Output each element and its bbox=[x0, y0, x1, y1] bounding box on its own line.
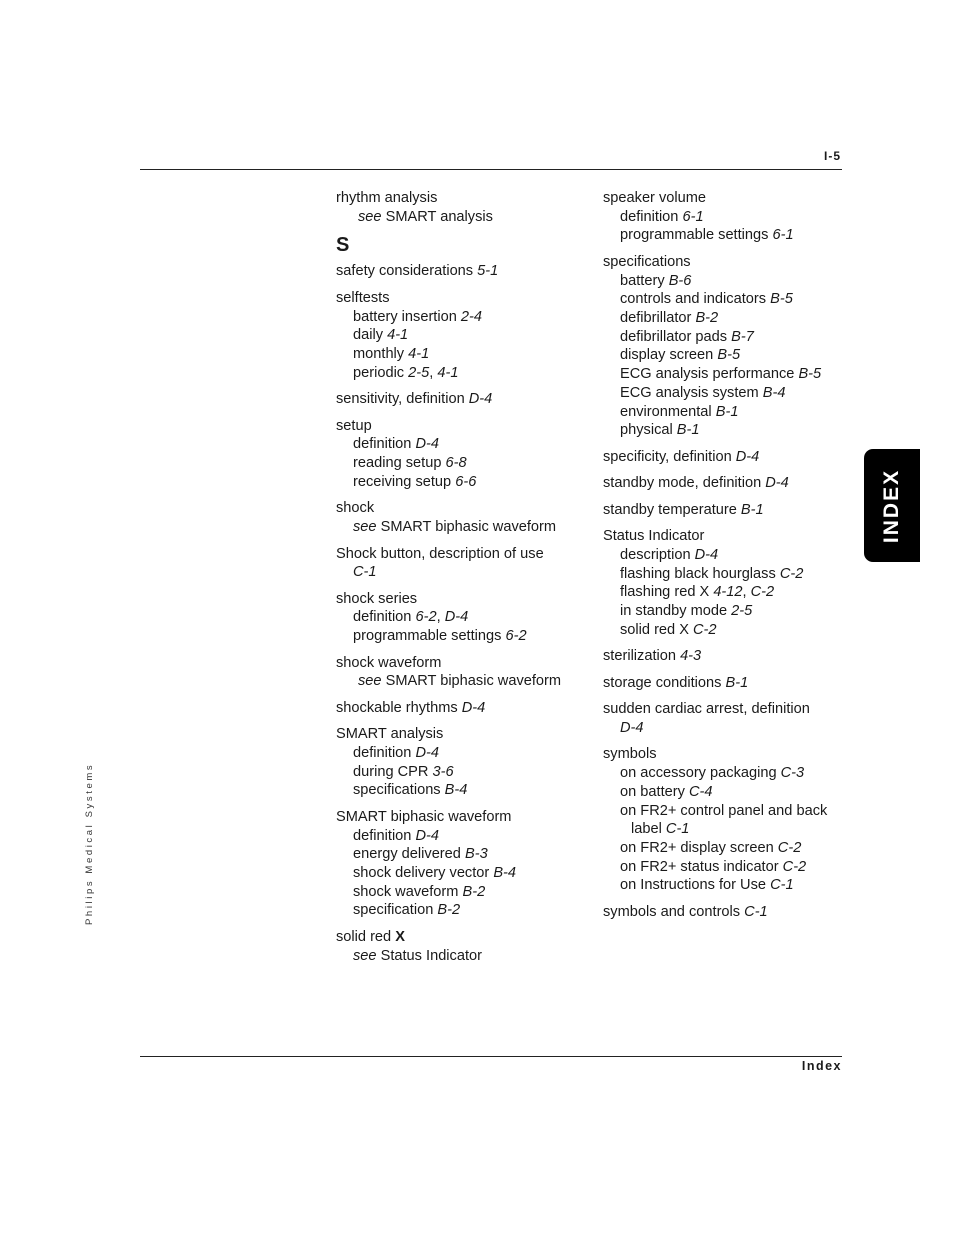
subentry-text: battery insertion bbox=[353, 308, 457, 325]
page-reference: C-1 bbox=[353, 564, 377, 581]
index-entry bbox=[603, 501, 853, 520]
see-also-line bbox=[336, 672, 586, 691]
subentry-text: definition bbox=[353, 436, 412, 453]
page-reference: C-2 bbox=[782, 858, 807, 875]
page-reference: 3-6 bbox=[432, 763, 454, 780]
subentry-text: in standby mode bbox=[620, 603, 728, 620]
index-subentry bbox=[336, 901, 586, 920]
subentry-text: monthly bbox=[353, 346, 405, 363]
page-number: I-5 bbox=[823, 149, 841, 163]
page-reference: 6-1 bbox=[682, 208, 704, 225]
index-term-line bbox=[336, 808, 586, 827]
subentry-text: environmental bbox=[620, 403, 712, 420]
page-reference: B-1 bbox=[676, 422, 700, 439]
subentry-text: reading setup bbox=[353, 455, 442, 472]
index-entry bbox=[336, 654, 586, 691]
page-reference: B-5 bbox=[798, 366, 822, 383]
subentry-text: specification bbox=[353, 902, 434, 919]
index-entry bbox=[336, 725, 586, 800]
subentry-text: SMART biphasic waveform bbox=[380, 519, 557, 536]
index-subentry: periodic 2-5, 4-1 bbox=[353, 364, 459, 381]
index-term: storage conditions bbox=[603, 674, 722, 691]
subentry-text: on Instructions for Use bbox=[620, 877, 767, 894]
page-reference: D-4 bbox=[444, 609, 469, 626]
index-term-line bbox=[603, 745, 853, 764]
index-term-line bbox=[336, 654, 586, 673]
index-column-right bbox=[603, 189, 853, 929]
subentry-text: solid red X bbox=[620, 621, 689, 638]
index-entry bbox=[603, 700, 853, 737]
index-term: shockable rhythms bbox=[336, 699, 458, 716]
index-subentry bbox=[603, 384, 853, 403]
index-subentry bbox=[603, 272, 853, 291]
index-subentry bbox=[336, 781, 586, 800]
index-subentry: definition 6-2, D-4 bbox=[353, 609, 469, 626]
page-reference: B-4 bbox=[444, 782, 468, 799]
index-term: sudden cardiac arrest, definition bbox=[603, 701, 810, 718]
index-subentry bbox=[336, 827, 586, 846]
index-term: standby mode, definition bbox=[603, 475, 762, 492]
subentry-text: flashing black hourglass bbox=[620, 565, 776, 582]
index-subentry bbox=[603, 208, 853, 227]
index-term-line bbox=[336, 699, 586, 718]
index-entry bbox=[336, 699, 586, 718]
subentry-text: programmable settings bbox=[353, 628, 502, 645]
index-subentry bbox=[603, 719, 853, 738]
index-subentry bbox=[603, 783, 853, 802]
page-reference: 6-1 bbox=[772, 227, 794, 244]
index-term: safety considerations bbox=[336, 263, 474, 280]
index-term: specificity, definition bbox=[603, 448, 732, 465]
index-entry bbox=[603, 527, 853, 639]
index-subentry bbox=[603, 602, 853, 621]
page-reference: C-3 bbox=[780, 765, 805, 782]
index-subentry bbox=[603, 290, 853, 309]
subentry-text: physical bbox=[620, 422, 673, 439]
index-term-line bbox=[336, 499, 586, 518]
index-subentry bbox=[603, 226, 853, 245]
index-entry bbox=[603, 189, 853, 245]
page-reference: B-3 bbox=[464, 846, 488, 863]
subentry-text: during CPR bbox=[353, 763, 429, 780]
index-subentry bbox=[336, 845, 586, 864]
index-tab-label: INDEX bbox=[880, 468, 903, 543]
page-reference: B-5 bbox=[717, 347, 741, 364]
index-term-line bbox=[336, 262, 586, 281]
page-reference: 2-5 bbox=[731, 603, 753, 620]
page-reference: B-6 bbox=[668, 272, 692, 289]
footer-rule bbox=[140, 1056, 842, 1057]
page-reference: B-1 bbox=[715, 403, 739, 420]
page-reference: B-4 bbox=[762, 384, 786, 401]
subentry-text: defibrillator bbox=[620, 310, 692, 327]
page-reference: B-1 bbox=[740, 501, 764, 518]
page-reference: B-4 bbox=[493, 865, 517, 882]
page-reference: 6-8 bbox=[445, 455, 467, 472]
page-reference: 6-6 bbox=[455, 473, 477, 490]
index-subentry bbox=[336, 563, 586, 582]
subentry-text: controls and indicators bbox=[620, 291, 767, 308]
page-reference: C-2 bbox=[693, 621, 717, 638]
page-reference: B-5 bbox=[770, 291, 793, 308]
index-subentry bbox=[336, 883, 586, 902]
subentry-text: description bbox=[620, 546, 691, 563]
index-subentry bbox=[603, 764, 853, 783]
header-rule bbox=[140, 169, 842, 170]
index-section-tab bbox=[864, 449, 920, 562]
page-reference: B-2 bbox=[695, 310, 719, 327]
index-entry bbox=[603, 674, 853, 693]
subentry-text: display screen bbox=[620, 347, 714, 364]
page-reference: C-2 bbox=[750, 584, 775, 601]
index-entry bbox=[603, 647, 853, 666]
index-term: Status Indicator bbox=[603, 528, 705, 545]
subentry-text: definition bbox=[353, 745, 412, 762]
see-also-line bbox=[336, 947, 586, 966]
subentry-text: periodic bbox=[353, 364, 405, 381]
subentry-text: on FR2+ display screen bbox=[620, 839, 774, 856]
page-reference: D-4 bbox=[620, 719, 644, 736]
index-subentry bbox=[336, 435, 586, 454]
index-term: solid red bbox=[336, 928, 392, 945]
index-term: rhythm analysis bbox=[336, 190, 438, 206]
index-subentry bbox=[336, 763, 586, 782]
index-term-line bbox=[603, 674, 853, 693]
index-subentry bbox=[603, 421, 853, 440]
index-subentry bbox=[603, 621, 853, 640]
index-subentry bbox=[603, 839, 853, 858]
index-term-line bbox=[603, 474, 853, 493]
page-reference: B-7 bbox=[731, 328, 754, 345]
see-label: see bbox=[358, 208, 382, 225]
index-term-line bbox=[336, 189, 586, 208]
see-label: see bbox=[353, 947, 377, 964]
index-term-line bbox=[336, 590, 586, 609]
page-reference: 2-4 bbox=[460, 308, 482, 325]
index-term: setup bbox=[336, 417, 372, 434]
page-reference: B-1 bbox=[725, 674, 749, 691]
index-subentry bbox=[603, 346, 853, 365]
subentry-text: on FR2+ control panel and back bbox=[620, 802, 828, 819]
index-entry bbox=[336, 390, 586, 409]
index-entry bbox=[603, 253, 853, 440]
index-entry bbox=[336, 289, 586, 383]
page-reference: C-1 bbox=[665, 821, 690, 838]
subentry-text: Status Indicator bbox=[380, 947, 482, 964]
page-reference: D-4 bbox=[415, 745, 439, 762]
subentry-text: receiving setup bbox=[353, 473, 452, 490]
subentry-text: energy delivered bbox=[353, 846, 461, 863]
page-reference: D-4 bbox=[461, 699, 486, 716]
index-subentry bbox=[336, 326, 586, 345]
index-term: symbols bbox=[603, 746, 657, 763]
page-reference: C-4 bbox=[688, 783, 713, 800]
page-reference: C-2 bbox=[777, 839, 802, 856]
index-entry bbox=[336, 590, 586, 646]
page-reference: D-4 bbox=[415, 436, 439, 453]
page-reference: B-2 bbox=[462, 883, 486, 900]
publisher-side-label: Philips Medical Systems bbox=[84, 762, 95, 925]
page-reference: 4-3 bbox=[680, 648, 702, 665]
index-column-left bbox=[336, 189, 586, 973]
subentry-text: programmable settings bbox=[620, 227, 769, 244]
see-label: see bbox=[358, 673, 382, 690]
index-term: speaker volume bbox=[603, 190, 707, 206]
index-subentry bbox=[603, 802, 853, 821]
index-subentry bbox=[336, 454, 586, 473]
subentry-text: ECG analysis performance bbox=[620, 366, 795, 383]
index-term-line bbox=[336, 545, 586, 564]
page-reference: 5-1 bbox=[477, 263, 499, 280]
page-reference: D-4 bbox=[694, 546, 719, 563]
index-subentry bbox=[603, 309, 853, 328]
index-term-line bbox=[336, 725, 586, 744]
subentry-text: daily bbox=[353, 327, 384, 344]
index-term: Shock button, description of use bbox=[336, 545, 544, 562]
index-entry bbox=[336, 189, 586, 226]
subentry-text: definition bbox=[353, 827, 412, 844]
index-subentry bbox=[336, 627, 586, 646]
subentry-text: definition bbox=[620, 208, 679, 225]
index-subentry bbox=[336, 744, 586, 763]
subentry-text: shock waveform bbox=[353, 883, 459, 900]
see-also-line bbox=[336, 518, 586, 537]
index-term-line bbox=[336, 417, 586, 436]
index-entry bbox=[336, 928, 586, 965]
subentry-text: label bbox=[631, 821, 662, 838]
index-term-bold: X bbox=[395, 928, 405, 945]
index-term-line bbox=[603, 501, 853, 520]
index-term-line bbox=[603, 253, 853, 272]
index-term: symbols and controls bbox=[603, 903, 741, 920]
page-reference: C-2 bbox=[779, 565, 804, 582]
index-term: standby temperature bbox=[603, 501, 737, 518]
index-term-line bbox=[603, 527, 853, 546]
index-subentry bbox=[336, 864, 586, 883]
page-reference: 2-5 bbox=[408, 364, 430, 381]
page-reference: 4-12 bbox=[713, 584, 743, 601]
index-term-line bbox=[336, 289, 586, 308]
index-subentry bbox=[603, 820, 853, 839]
index-term-line bbox=[603, 647, 853, 666]
index-term: selftests bbox=[336, 289, 390, 306]
index-term: shock bbox=[336, 500, 375, 517]
index-entry bbox=[603, 448, 853, 467]
subentry-text: definition bbox=[353, 609, 412, 626]
index-subentry bbox=[336, 308, 586, 327]
subentry-text: on accessory packaging bbox=[620, 765, 777, 782]
index-term: specifications bbox=[603, 253, 691, 270]
index-entry bbox=[336, 545, 586, 582]
page-reference: 6-2 bbox=[505, 628, 527, 645]
page-reference: C-1 bbox=[770, 877, 794, 894]
see-also-line bbox=[336, 208, 586, 227]
index-subentry bbox=[603, 858, 853, 877]
index-term: SMART biphasic waveform bbox=[336, 808, 512, 825]
page-reference: D-4 bbox=[735, 448, 760, 465]
index-term-line bbox=[603, 700, 853, 719]
page-reference: D-4 bbox=[415, 827, 439, 844]
index-entry bbox=[336, 417, 586, 492]
see-label: see bbox=[353, 519, 377, 536]
page-reference: 6-2 bbox=[415, 609, 437, 626]
footer-section-label: Index bbox=[801, 1059, 842, 1073]
index-term-line bbox=[603, 448, 853, 467]
page-reference: 4-1 bbox=[437, 364, 459, 381]
index-entry bbox=[603, 903, 853, 922]
page-reference: B-2 bbox=[437, 902, 461, 919]
index-term: shock series bbox=[336, 590, 418, 607]
index-letter-heading: S bbox=[336, 234, 350, 257]
subentry-text: on FR2+ status indicator bbox=[620, 858, 779, 875]
index-subentry bbox=[336, 473, 586, 492]
index-entry bbox=[336, 262, 586, 281]
page-reference: D-4 bbox=[468, 391, 493, 408]
index-entry bbox=[336, 808, 586, 920]
page-reference: D-4 bbox=[765, 475, 789, 492]
subentry-text: SMART analysis bbox=[385, 208, 493, 225]
index-subentry bbox=[603, 546, 853, 565]
page-reference: C-1 bbox=[744, 903, 768, 920]
page-reference: 4-1 bbox=[408, 346, 430, 363]
index-entry bbox=[603, 745, 853, 895]
subentry-text: SMART biphasic waveform bbox=[385, 673, 562, 690]
index-term: shock waveform bbox=[336, 654, 442, 671]
index-term: SMART analysis bbox=[336, 726, 444, 743]
page-reference: 4-1 bbox=[387, 327, 409, 344]
subentry-text: ECG analysis system bbox=[620, 384, 759, 401]
subentry-text: defibrillator pads bbox=[620, 328, 728, 345]
index-term: sensitivity, definition bbox=[336, 391, 465, 408]
index-term-line bbox=[336, 390, 586, 409]
index-term-line bbox=[336, 928, 586, 947]
index-subentry bbox=[603, 876, 853, 895]
index-subentry: flashing red X 4-12, C-2 bbox=[620, 584, 775, 601]
subentry-text: shock delivery vector bbox=[353, 865, 490, 882]
index-entry bbox=[336, 499, 586, 536]
subentry-text: on battery bbox=[620, 783, 685, 800]
index-subentry bbox=[603, 403, 853, 422]
index-entry bbox=[603, 474, 853, 493]
index-subentry bbox=[603, 565, 853, 584]
index-term-line bbox=[603, 903, 853, 922]
index-term: sterilization bbox=[603, 648, 676, 665]
index-term-line bbox=[603, 189, 853, 208]
index-subentry bbox=[336, 345, 586, 364]
subentry-text: battery bbox=[620, 272, 665, 289]
index-subentry bbox=[603, 365, 853, 384]
index-subentry bbox=[603, 328, 853, 347]
subentry-text: flashing red X bbox=[620, 584, 710, 601]
subentry-text: specifications bbox=[353, 782, 441, 799]
